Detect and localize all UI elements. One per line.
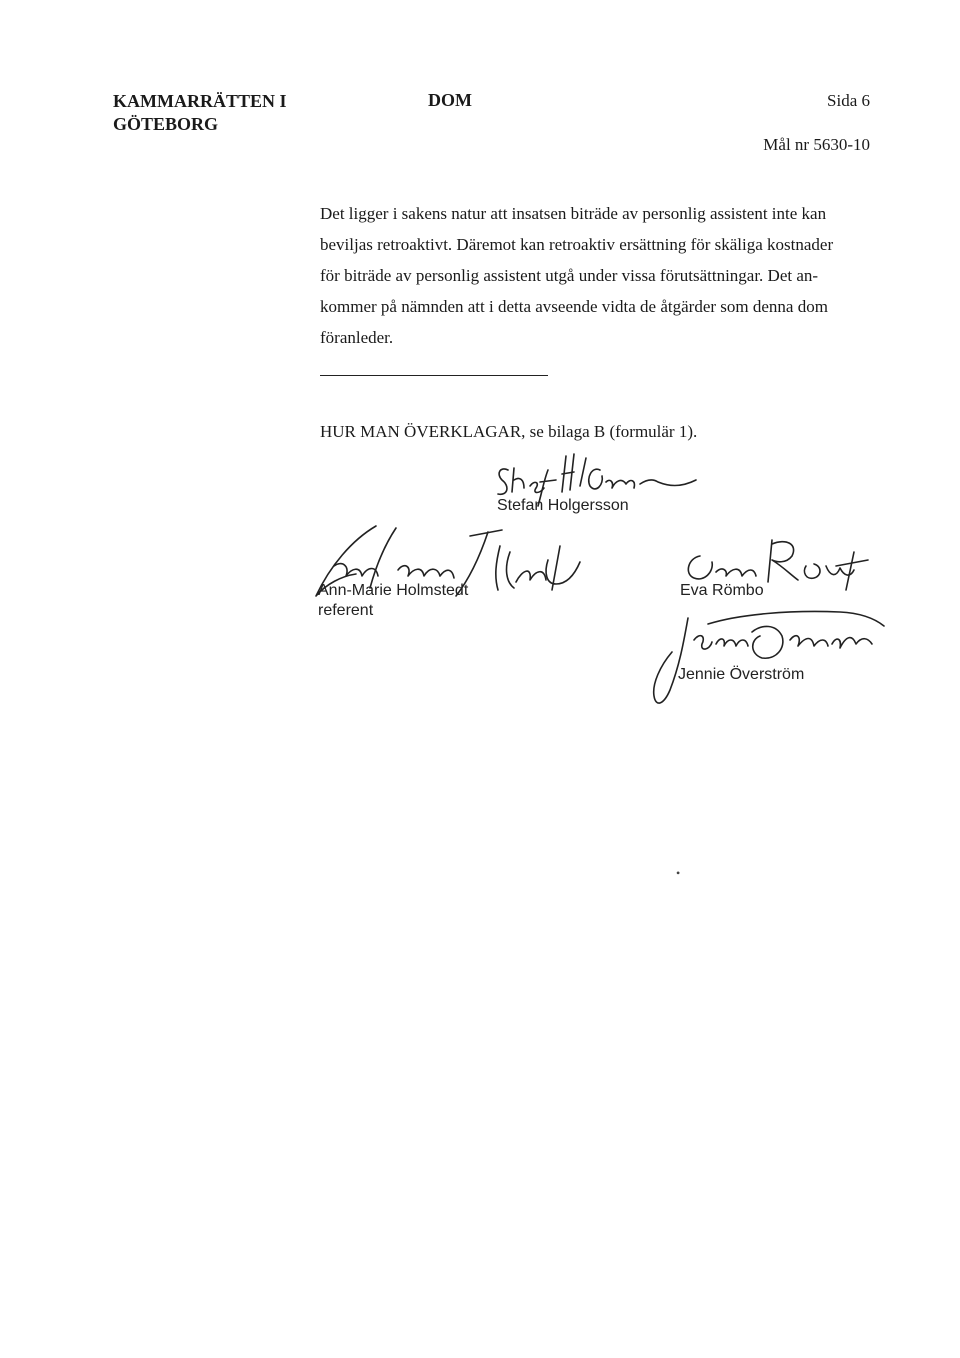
case-number: Mål nr 5630-10	[763, 135, 870, 154]
paragraph-line: föranleder.	[320, 328, 394, 347]
paragraph-line: beviljas retroaktivt. Däremot kan retroaktiv ersättning för skäliga kostnader	[320, 235, 834, 254]
scan-mark: •	[676, 866, 681, 880]
court-name-line2: GÖTEBORG	[113, 114, 219, 134]
signatory-role: referent	[318, 602, 374, 619]
signatory-name: Ann-Marie Holmstedt	[318, 582, 469, 599]
signatory-name: Jennie Överström	[678, 666, 805, 683]
separator-rule	[320, 375, 548, 376]
court-name	[113, 90, 287, 136]
paragraph-line: för biträde av personlig assistent utgå under vissa förutsättningar. Det an-	[320, 266, 819, 285]
judgment-paragraph	[320, 198, 880, 353]
appeal-instructions: HUR MAN ÖVERKLAGAR, se bilaga B (formulär 1).	[320, 422, 698, 441]
paragraph-line: kommer på nämnden att i detta avseende vidta de åtgärder som denna dom	[320, 297, 828, 316]
court-name-line1: KAMMARRÄTTEN I	[113, 91, 287, 111]
paragraph-line: Det ligger i sakens natur att insatsen biträde av personlig assistent inte kan	[320, 204, 827, 223]
signature-jennie-overstrom	[654, 612, 884, 704]
document-type: DOM	[428, 90, 472, 110]
signatory-name: Eva Römbo	[680, 582, 764, 599]
signatory-name: Stefan Holgersson	[497, 497, 629, 514]
page-number: Sida 6	[827, 91, 870, 110]
